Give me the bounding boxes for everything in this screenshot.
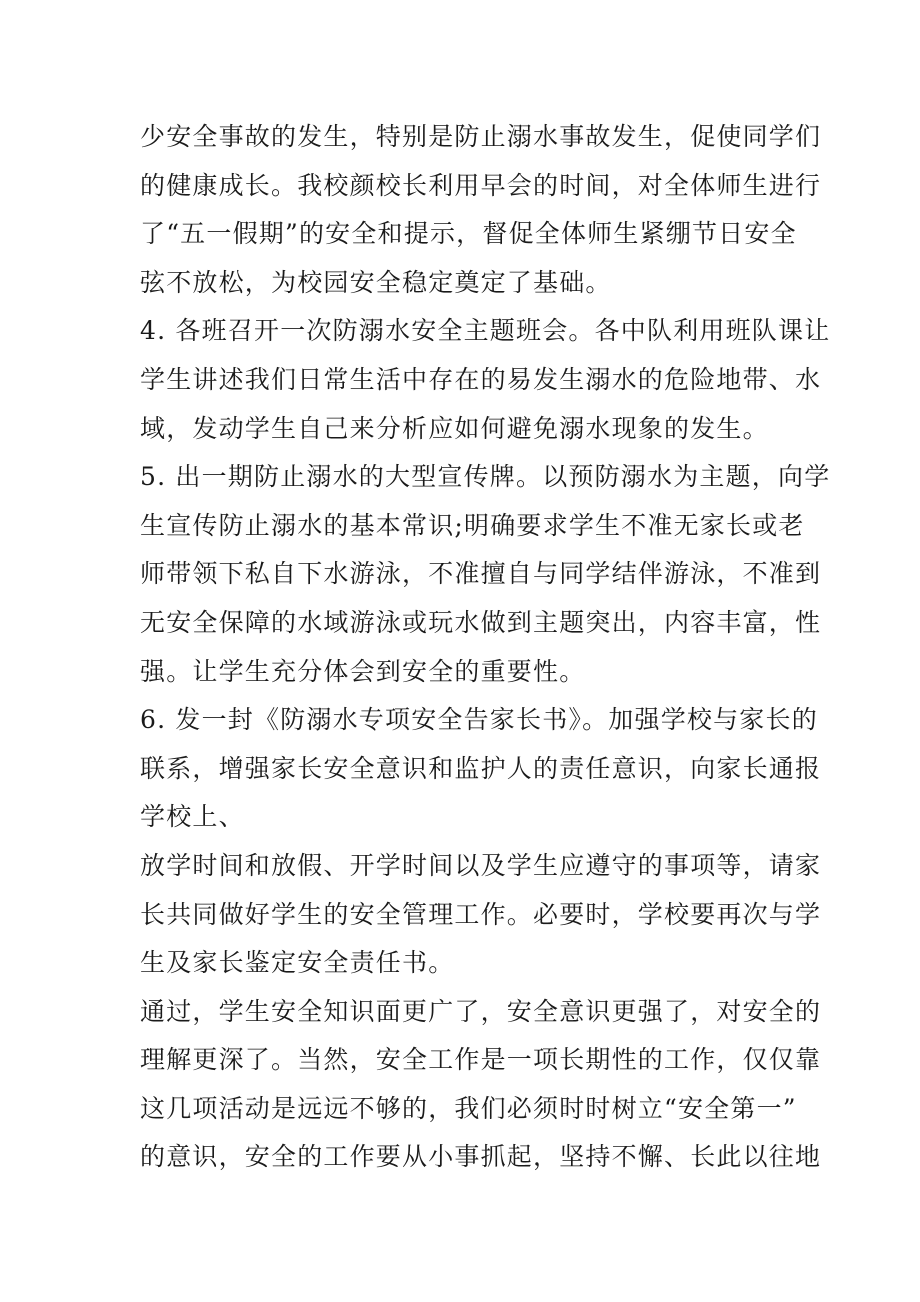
text-line-15: 学校上、 — [140, 802, 245, 832]
document-body-text — [140, 113, 831, 1182]
text-line-9: 生宣传防止溺水的基本常识;明确要求学生不准无家长或老 — [140, 510, 805, 540]
text-line-16: 放学时间和放假、开学时间以及学生应遵守的事项等，请家 — [140, 850, 822, 880]
text-line-5: 4. 各班召开一次防溺水安全主题班会。各中队利用班队课让 — [140, 316, 831, 346]
text-line-20: 理解更深了。当然，安全工作是一项长期性的工作，仅仅靠 — [140, 1045, 822, 1075]
text-line-18: 生及家长鉴定安全责任书。 — [140, 948, 455, 978]
text-line-6: 学生讲述我们日常生活中存在的易发生溺水的危险地带、水 — [140, 364, 822, 394]
text-line-8: 5. 出一期防止溺水的大型宣传牌。以预防溺水为主题，向学 — [140, 462, 831, 492]
text-line-11: 无安全保障的水域游泳或玩水做到主题突出，内容丰富，性 — [140, 607, 822, 637]
text-line-7: 域，发动学生自己来分析应如何避免溺水现象的发生。 — [140, 413, 769, 443]
text-line-22: 的意识，安全的工作要从小事抓起，坚持不懈、长此以往地 — [140, 1142, 822, 1172]
text-line-10: 师带领下私自下水游泳，不准擅自与同学结伴游泳，不准到 — [140, 559, 822, 589]
text-line-1: 少安全事故的发生，特别是防止溺水事故发生，促使同学们 — [140, 122, 822, 151]
text-line-3: 了“五一假期”的安全和提示，督促全体师生紧绷节日安全 — [140, 219, 797, 249]
text-line-19: 通过，学生安全知识面更广了，安全意识更强了，对安全的 — [140, 996, 822, 1026]
text-line-2: 的健康成长。我校颜校长利用早会的时间，对全体师生进行 — [140, 170, 822, 200]
text-line-21: 这几项活动是远远不够的，我们必须时时树立“安全第一” — [140, 1093, 797, 1123]
text-line-14: 联系，增强家长安全意识和监护人的责任意识，向家长通报 — [140, 753, 822, 783]
text-line-12: 强。让学生充分体会到安全的重要性。 — [140, 656, 586, 686]
text-line-4: 弦不放松，为校园安全稳定奠定了基础。 — [140, 267, 612, 297]
text-line-17: 长共同做好学生的安全管理工作。必要时，学校要再次与学 — [140, 899, 822, 929]
text-line-13: 6. 发一封《防溺水专项安全告家长书》。加强学校与家长的 — [140, 705, 818, 735]
